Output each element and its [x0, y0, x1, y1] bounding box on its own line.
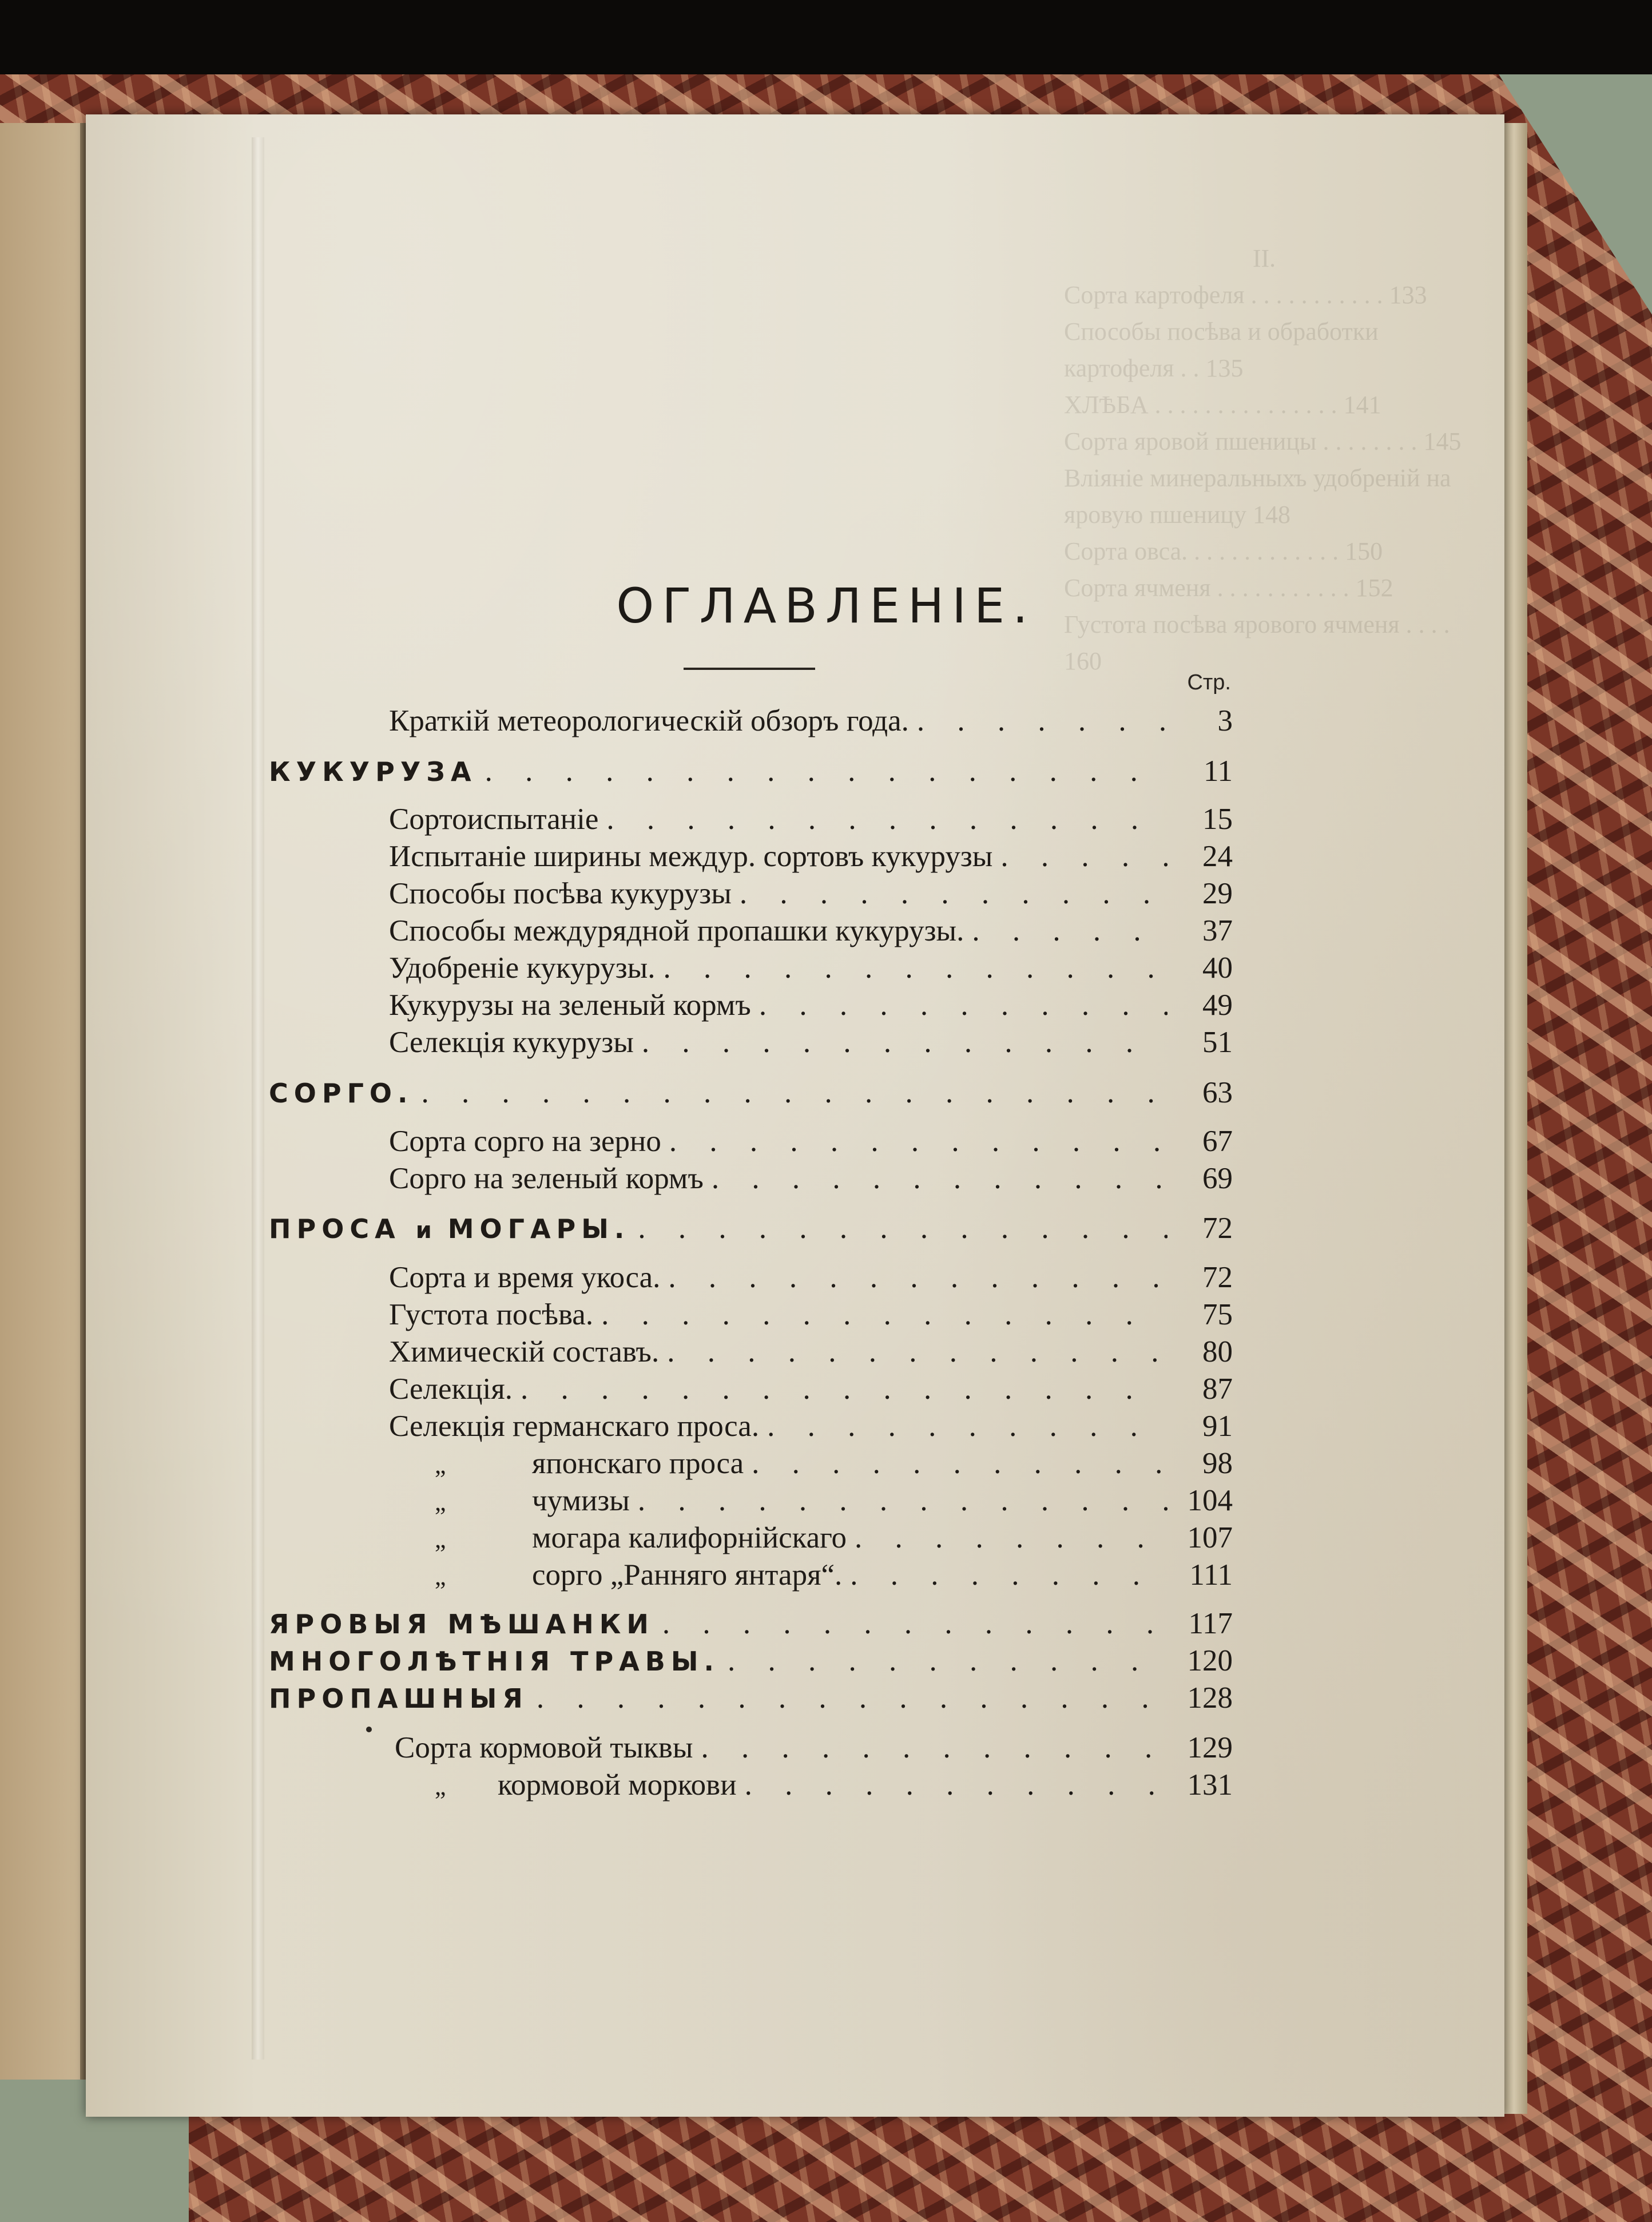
toc-entry-page: 69: [1202, 1162, 1233, 1195]
toc-entry: [389, 839, 1233, 877]
toc-entry-page: 87: [1202, 1372, 1233, 1406]
toc-entry: [389, 1161, 1233, 1199]
page-column-label: Стр.: [1187, 670, 1231, 695]
toc-entry-label: Удобреніе кукурузы.: [389, 951, 656, 985]
toc-entry-page: 49: [1202, 989, 1233, 1022]
toc-entry: [389, 704, 1233, 741]
toc-entry: [389, 1298, 1233, 1335]
toc-entry: [389, 1335, 1233, 1372]
toc-entry-label: Селекція германскаго проса.: [389, 1410, 760, 1443]
leader-dots: [767, 1409, 1167, 1443]
toc-entry: [389, 988, 1233, 1026]
toc-entry-page: 29: [1202, 877, 1233, 910]
toc-entry-label: Сорта сорго на зерно: [389, 1125, 661, 1158]
leader-dots: [1000, 839, 1167, 874]
leader-dots: [521, 1372, 1167, 1406]
toc-subentry: [435, 1558, 1233, 1596]
ghost-line: II.: [1252, 244, 1276, 272]
toc-section-page: 72: [1202, 1212, 1233, 1245]
toc-entry-label: Испытаніе ширины междур. сортовъ кукурузы: [389, 840, 993, 873]
leader-dots: [638, 1211, 1167, 1245]
toc-entry: [389, 802, 1233, 840]
stray-ink-dot: [366, 1727, 372, 1732]
ghost-line: Способы посѣва и обработки картофеля . . 135: [1064, 318, 1379, 382]
title-rule: [684, 668, 815, 670]
toc-entry-page: 111: [1189, 1558, 1233, 1592]
leader-dots: [537, 1681, 1167, 1715]
toc-entry-label: Химическій составъ.: [389, 1335, 660, 1368]
leader-dots: [850, 1558, 1167, 1592]
toc-subentry: [435, 1446, 1233, 1484]
toc-entry-label: могара калифорнійскаго: [532, 1521, 847, 1554]
toc-section-label: МНОГОЛѢТНІЯ ТРАВЫ.: [269, 1646, 720, 1677]
toc-entry-label: сорго „Ранняго янтаря“.: [532, 1558, 843, 1592]
toc-entry-label: Способы междурядной пропашки кукурузы.: [389, 914, 964, 947]
toc-entry: [389, 1372, 1233, 1410]
toc-entry-page: 98: [1202, 1447, 1233, 1480]
toc-section-page: 63: [1202, 1076, 1233, 1109]
toc-entry-label: Сортоиспытаніе: [389, 803, 599, 836]
toc-entry-page: 3: [1217, 704, 1233, 737]
page-title: ОГЛАВЛЕНІЕ.: [616, 578, 1036, 634]
ghost-line: Сорта овса. . . . . . . . . . . . . 150: [1064, 537, 1383, 565]
toc-entry-label: японскаго проса: [532, 1447, 744, 1480]
leader-dots: [606, 802, 1167, 836]
toc-entry-page: 37: [1202, 914, 1233, 947]
leader-dots: [485, 754, 1167, 788]
toc-section: [269, 1211, 1233, 1249]
leader-dots: [638, 1483, 1167, 1518]
toc-entry: [395, 1731, 1233, 1768]
leader-dots: [917, 704, 1167, 738]
toc-entry-label: кормовой моркови: [498, 1768, 737, 1802]
toc-section: [269, 754, 1233, 792]
ghost-line: Сорта ячменя . . . . . . . . . . . 152: [1064, 574, 1393, 602]
toc-section: [269, 1644, 1233, 1681]
toc-entry-page: 72: [1202, 1261, 1233, 1294]
toc-entry-page: 15: [1202, 803, 1233, 836]
leader-dots: [752, 1446, 1167, 1481]
toc-section-label: [269, 1213, 630, 1244]
toc-entry: [389, 1124, 1233, 1162]
toc-entry-page: 80: [1202, 1335, 1233, 1368]
toc-subentry: [435, 1521, 1233, 1558]
leader-dots: [740, 876, 1167, 911]
ditto-mark: „: [435, 1562, 446, 1590]
section-word: ПРОСА: [269, 1213, 401, 1244]
toc-section-label: ПРОПАШНЫЯ: [269, 1683, 529, 1714]
toc-entry-page: 91: [1202, 1410, 1233, 1443]
toc-entry-label: Краткій метеорологическій обзоръ года.: [389, 704, 909, 737]
ghost-line: Вліяніе минеральныхъ удобреній на яровую пшеницу 148: [1064, 464, 1451, 529]
toc-entry-label: Густота посѣва.: [389, 1298, 594, 1331]
page-fold-crease: [252, 137, 264, 2060]
toc-entry-page: 104: [1187, 1484, 1233, 1517]
toc-entry-page: 131: [1187, 1768, 1233, 1802]
leader-dots: [421, 1076, 1167, 1110]
leader-dots: [667, 1335, 1167, 1369]
toc-section: [269, 1606, 1233, 1644]
leader-dots: [701, 1731, 1167, 1765]
ditto-mark: „: [435, 1451, 446, 1479]
leader-dots: [669, 1124, 1167, 1158]
toc-entry-page: 24: [1202, 840, 1233, 873]
toc-entry-page: 129: [1187, 1731, 1233, 1764]
ghost-line: Густота посѣва ярового ячменя . . . . 160: [1064, 610, 1450, 675]
toc-section-page: 11: [1203, 755, 1233, 788]
toc-entry: [389, 1260, 1233, 1298]
toc-entry-label: Селекція кукурузы: [389, 1026, 634, 1059]
leader-dots: [662, 1606, 1167, 1641]
ditto-mark: „: [435, 1525, 446, 1553]
toc-entry-label: чумизы: [532, 1484, 630, 1517]
toc-entry: [389, 1025, 1233, 1063]
ghost-line: Сорта картофеля . . . . . . . . . . . 133: [1064, 281, 1427, 309]
toc-entry-label: Селекція.: [389, 1372, 513, 1406]
leader-dots: [712, 1161, 1167, 1196]
leader-dots: [745, 1768, 1167, 1802]
toc-entry: [389, 914, 1233, 951]
toc-section-page: 128: [1187, 1681, 1233, 1715]
leader-dots: [972, 914, 1167, 948]
toc-subentry: [435, 1483, 1233, 1521]
toc-entry-label: Сорго на зеленый кормъ: [389, 1162, 704, 1195]
toc-entry-page: 51: [1202, 1026, 1233, 1059]
leader-dots: [668, 1260, 1167, 1295]
ditto-mark: „: [435, 1772, 446, 1800]
toc-entry-page: 67: [1202, 1125, 1233, 1158]
ghost-line: Сорта яровой пшеницы . . . . . . . . 145: [1064, 427, 1462, 455]
toc-entry: [389, 876, 1233, 914]
leader-dots: [601, 1298, 1167, 1332]
leader-dots: [642, 1025, 1167, 1060]
section-conjunction: и: [415, 1217, 433, 1244]
leader-dots: [855, 1521, 1167, 1555]
toc-entry-page: 40: [1202, 951, 1233, 985]
toc-subentry: [435, 1768, 1233, 1806]
toc-section-page: 117: [1188, 1607, 1233, 1640]
toc-entry-label: Сорта кормовой тыквы: [395, 1731, 693, 1764]
leader-dots: [664, 951, 1167, 985]
toc-section: [269, 1076, 1233, 1113]
toc-section: [269, 1681, 1233, 1719]
toc-entry-label: Сорта и время укоса.: [389, 1261, 661, 1294]
toc-section-label: КУКУРУЗА: [269, 756, 477, 787]
section-word: МОГАРЫ.: [447, 1213, 630, 1244]
toc-section-label: СОРГО.: [269, 1078, 414, 1109]
ditto-mark: „: [435, 1488, 446, 1516]
leader-dots: [759, 988, 1167, 1022]
toc-entry: [389, 1409, 1233, 1447]
ghost-line: ХЛѢБА . . . . . . . . . . . . . . . 141: [1064, 391, 1381, 419]
toc-entry: [389, 951, 1233, 989]
toc-section-page: 120: [1187, 1644, 1233, 1677]
toc-section-label: ЯРОВЫЯ МѢШАНКИ: [269, 1609, 654, 1640]
toc-entry-label: Кукурузы на зеленый кормъ: [389, 989, 751, 1022]
toc-entry-page: 107: [1187, 1521, 1233, 1554]
toc-entry-label: Способы посѣва кукурузы: [389, 877, 732, 910]
leader-dots: [728, 1644, 1167, 1678]
toc-entry-page: 75: [1202, 1298, 1233, 1331]
